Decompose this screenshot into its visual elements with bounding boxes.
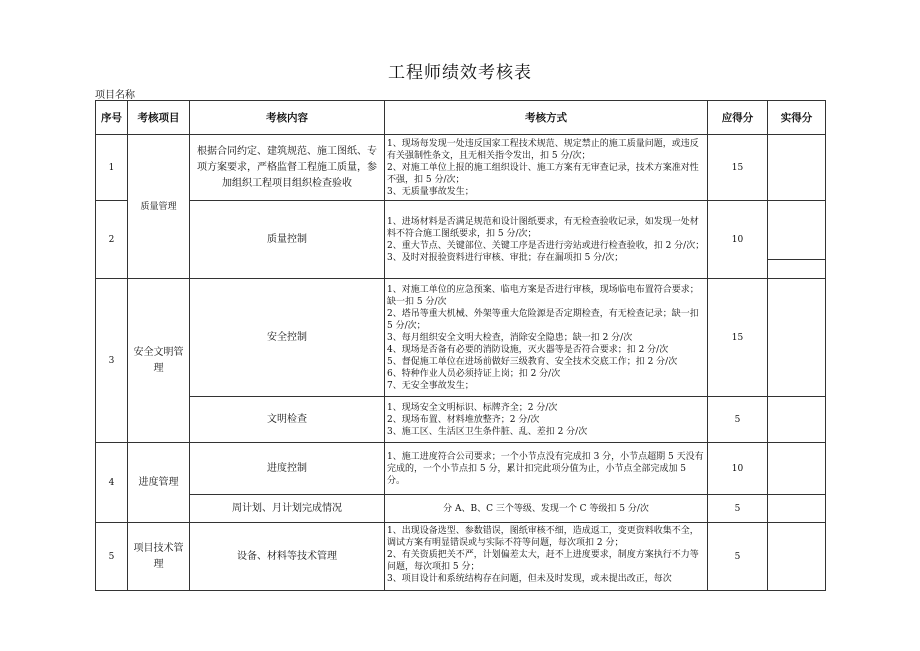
row-item: 进度管理 [128, 443, 190, 523]
row-actual-score[interactable] [768, 397, 826, 443]
header-score: 应得分 [708, 101, 768, 135]
row-score: 10 [708, 201, 768, 279]
row-item: 质量管理 [128, 135, 190, 279]
method-line: 2、现场布置、材料堆放整齐；2 分/次 [387, 414, 540, 425]
table-row [96, 135, 826, 201]
row-actual-score[interactable] [768, 523, 826, 591]
row-content: 设备、材料等技术管理 [190, 523, 385, 591]
row-content: 质量控制 [190, 201, 385, 279]
row-score: 5 [708, 495, 768, 523]
method-line: 2、塔吊等重大机械、外架等重大危险源是否定期检查，有无检查记录；缺一扣 5 分/次； [387, 308, 699, 331]
row-actual-score[interactable] [768, 201, 826, 279]
row-no: 4 [96, 443, 128, 523]
header-content: 考核内容 [190, 101, 385, 135]
page-title: 工程师绩效考核表 [388, 63, 532, 83]
evaluation-table [95, 100, 826, 591]
method-line: 1、进场材料是否满足规范和设计图纸要求，有无检查验收记录，如发现一处材料不符合施工图纸要求，扣 5 分/次； [387, 216, 699, 239]
table-row [96, 279, 826, 397]
row-method: 分 A、B、C 三个等级、发现一个 C 等级扣 5 分/次 [385, 495, 708, 523]
table-row [96, 201, 826, 279]
method-line: 3、无质量事故发生； [387, 186, 474, 197]
row-method [385, 523, 708, 591]
row-no: 5 [96, 523, 128, 591]
row-no: 1 [96, 135, 128, 201]
row-method [385, 397, 708, 443]
method-line: 1、对施工单位的应急预案、临电方案是否进行审核，现场临电布置符合要求；缺一扣 5 分/次 [387, 284, 699, 307]
row-score: 5 [708, 397, 768, 443]
table-row [96, 443, 826, 495]
row-content: 根据合同约定、建筑规范、施工图纸、专项方案要求，严格监督工程施工质量，参加组织工程项目组织检查验收 [190, 135, 385, 201]
method-line: 3、及时对报验资料进行审核、审批；存在漏项扣 5 分/次； [387, 252, 624, 263]
row-actual-score[interactable] [768, 443, 826, 495]
row-score: 5 [708, 523, 768, 591]
method-line: 6、特种作业人员必须持证上岗；扣 2 分/次 [387, 368, 561, 379]
method-line: 2、重大节点、关键部位、关键工序是否进行旁站或进行检查验收，扣 2 分/次； [387, 240, 705, 251]
method-line: 1、施工进度符合公司要求；一个小节点没有完成扣 3 分，小节点超期 5 天没有完成的，一个小节点扣 5 分，累计扣完此项分值为止，小节点全部完成加 5 分。 [387, 451, 704, 486]
row-method [385, 135, 708, 201]
row-method [385, 443, 708, 495]
row-actual-score[interactable] [768, 135, 826, 201]
method-line: 3、每月组织安全文明大检查，消除安全隐患；缺一扣 2 分/次 [387, 332, 633, 343]
header-no: 序号 [96, 101, 128, 135]
method-line: 3、项目设计和系统结构存在问题，但未及时发现，或未提出改正，每次 [387, 574, 672, 584]
method-line: 7、无安全事故发生； [387, 380, 474, 391]
method-line: 1、现场安全文明标识、标牌齐全；2 分/次 [387, 402, 558, 413]
row-content: 周计划、月计划完成情况 [190, 495, 385, 523]
row-no: 3 [96, 279, 128, 443]
method-line: 2、有关资质把关不严，计划偏差太大，赶不上进度要求，制度方案执行不力等问题，每次项扣 5 分； [387, 550, 699, 572]
method-line: 1、出现设备选型、参数错误，图纸审核不细，造成返工，变更资料收集不全，调试方案有明显错误或与实际不符等问题，每次项扣 2 分； [387, 526, 699, 548]
row-score: 15 [708, 279, 768, 397]
row-score: 15 [708, 135, 768, 201]
table-header-row [96, 101, 826, 135]
method-line: 3、施工区、生活区卫生条件脏、乱、差扣 2 分/次 [387, 426, 588, 437]
table-row [96, 397, 826, 443]
header-method: 考核方式 [385, 101, 708, 135]
row-content: 文明检查 [190, 397, 385, 443]
row-item: 项目技术管理 [128, 523, 190, 591]
header-actual: 实得分 [768, 101, 826, 135]
row-actual-score[interactable] [768, 279, 826, 397]
method-line: 5、督促施工单位在进场前做好三级教育、安全技术交底工作；扣 2 分/次 [387, 356, 678, 367]
row-method [385, 279, 708, 397]
project-name-label: 项目名称 [95, 90, 135, 101]
row-actual-score[interactable] [768, 495, 826, 523]
row-content: 进度控制 [190, 443, 385, 495]
row-method [385, 201, 708, 279]
method-line: 4、现场是否备有必要的消防设施，灭火器等是否符合要求；扣 2 分/次 [387, 344, 669, 355]
row-no: 2 [96, 201, 128, 279]
row-score: 10 [708, 443, 768, 495]
table-row [96, 523, 826, 591]
method-line: 2、对施工单位上报的施工组织设计、施工方案有无审查记录，技术方案准对性不强，扣 5 分/次； [387, 162, 699, 185]
table-row [96, 495, 826, 523]
row-item: 安全文明管理 [128, 279, 190, 443]
method-line: 1、现场每发现一处违反国家工程技术规范、规定禁止的施工质量问题，或违反有关强制性条文，且无相关指令发出，扣 5 分/次； [387, 138, 699, 161]
row-content: 安全控制 [190, 279, 385, 397]
header-item: 考核项目 [128, 101, 190, 135]
